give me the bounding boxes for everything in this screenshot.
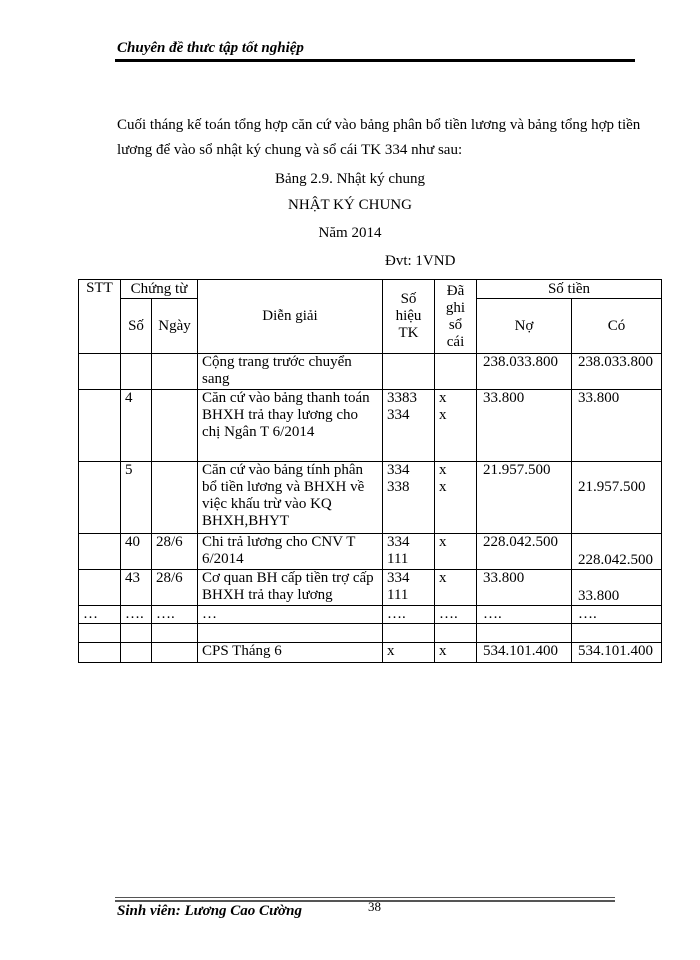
tk-line: 334 [387, 462, 410, 478]
ghi-line: x [439, 570, 447, 586]
cell-ghi: x [435, 643, 477, 663]
tk-line: 338 [387, 479, 410, 495]
cell-dien-giai: Căn cứ vào bảng thanh toán BHXH trả thay lương cho chị Ngân T 6/2014 [198, 390, 383, 462]
cell-no: 238.033.800 [477, 354, 572, 390]
header-stt: STT [79, 280, 121, 354]
footer-rule [115, 900, 615, 902]
cell-co: 238.033.800 [572, 354, 662, 390]
table-row [79, 606, 662, 624]
cell-ngay [152, 390, 198, 462]
ghi-line: x [439, 462, 447, 478]
header-so-tien: Số tiền [477, 280, 662, 299]
cell-tk [383, 606, 435, 624]
cell-dien-giai: … [198, 606, 383, 624]
cell-ghi [435, 570, 477, 606]
tk-line: 334 [387, 407, 410, 423]
cell-no: 228.042.500 [477, 534, 572, 570]
ghi-line: x [439, 390, 447, 406]
header-so: Số [121, 299, 152, 354]
ghi-line: …. [439, 606, 458, 622]
cell-stt [79, 354, 121, 390]
cell-co [572, 624, 662, 643]
table-row [79, 354, 662, 390]
cell-tk: x [383, 643, 435, 663]
cell-no: 534.101.400 [477, 643, 572, 663]
cell-no: 33.800 [477, 570, 572, 606]
tk-line: 334 [387, 570, 410, 586]
cell-co: 534.101.400 [572, 643, 662, 663]
cell-so [121, 643, 152, 663]
tk-line: 111 [387, 551, 409, 567]
table-year: Năm 2014 [318, 225, 382, 241]
table-caption: Bảng 2.9. Nhật ký chung [275, 171, 425, 187]
cell-co: 33.800 [572, 570, 662, 606]
cell-no: 21.957.500 [477, 462, 572, 534]
cell-no: …. [477, 606, 572, 624]
cell-so: 43 [121, 570, 152, 606]
cell-stt [79, 462, 121, 534]
table-row [79, 390, 662, 462]
table-row [79, 643, 662, 663]
journal-table [78, 279, 662, 663]
cell-dien-giai: Chi trả lương cho CNV T 6/2014 [198, 534, 383, 570]
cell-ghi [435, 606, 477, 624]
ghi-line: x [439, 407, 447, 423]
cell-stt [79, 534, 121, 570]
cell-stt: … [79, 606, 121, 624]
cell-tk [383, 462, 435, 534]
cell-so [121, 624, 152, 643]
tk-line: …. [387, 606, 406, 622]
cell-ngay [152, 462, 198, 534]
table-row [79, 462, 662, 534]
cell-no [477, 624, 572, 643]
unit-label: Đvt: 1VND [385, 253, 456, 269]
ghi-line: x [439, 479, 447, 495]
header-ngay: Ngày [152, 299, 198, 354]
cell-ngay: 28/6 [152, 534, 198, 570]
tk-line: 3383 [387, 390, 417, 406]
header-dien-giai: Diễn giải [198, 280, 383, 354]
cell-co: …. [572, 606, 662, 624]
cell-co: 228.042.500 [572, 534, 662, 570]
cell-co: 33.800 [572, 390, 662, 462]
cell-tk [383, 570, 435, 606]
cell-dien-giai: Cơ quan BH cấp tiền trợ cấp BHXH trả thay lương [198, 570, 383, 606]
cell-so: 5 [121, 462, 152, 534]
cell-so: 40 [121, 534, 152, 570]
cell-tk [383, 390, 435, 462]
cell-ghi [435, 624, 477, 643]
cell-dien-giai: CPS Tháng 6 [198, 643, 383, 663]
cell-ngay: 28/6 [152, 570, 198, 606]
cell-stt [79, 570, 121, 606]
cell-dien-giai [198, 624, 383, 643]
table-row [79, 624, 662, 643]
cell-so: 4 [121, 390, 152, 462]
cell-ghi [435, 390, 477, 462]
cell-dien-giai: Cộng trang trước chuyển sang [198, 354, 383, 390]
cell-no: 33.800 [477, 390, 572, 462]
cell-co: 21.957.500 [572, 462, 662, 534]
cell-ghi [435, 462, 477, 534]
header-rule [115, 59, 635, 62]
cell-ngay [152, 354, 198, 390]
table-title: NHẬT KÝ CHUNG [288, 197, 412, 213]
cell-ghi [435, 354, 477, 390]
intro-paragraph: Cuối tháng kế toán tổng hợp căn cứ vào bảng phân bổ tiền lương và bảng tổng hợp tiền lương để vào sổ nhật ký chung và sổ cái TK 334 như sau: [117, 117, 641, 158]
table-row [79, 570, 662, 606]
footer-rule [115, 897, 615, 898]
document-header: Chuyên đề thưc tập tốt nghiệp [117, 40, 304, 56]
header-co: Có [572, 299, 662, 354]
cell-tk [383, 354, 435, 390]
page-number: 38 [368, 899, 381, 914]
footer-author: Sinh viên: Lương Cao Cường [117, 903, 302, 919]
cell-ngay [152, 643, 198, 663]
cell-dien-giai: Căn cứ vào bảng tính phân bổ tiền lương và BHXH về việc khấu trừ vào KQ BHXH,BHYT [198, 462, 383, 534]
ghi-line: x [439, 534, 447, 550]
cell-so [121, 354, 152, 390]
header-so-hieu-tk: Số hiệu TK [383, 280, 435, 354]
tk-line: 334 [387, 534, 410, 550]
cell-tk [383, 534, 435, 570]
cell-stt [79, 390, 121, 462]
header-da-ghi-so-cai: Đã ghi sổ cái [435, 280, 477, 354]
tk-line: 111 [387, 587, 409, 603]
cell-tk [383, 624, 435, 643]
header-no: Nợ [477, 299, 572, 354]
header-chung-tu: Chứng từ [121, 280, 198, 299]
cell-stt [79, 643, 121, 663]
cell-ghi [435, 534, 477, 570]
cell-ngay: …. [152, 606, 198, 624]
cell-stt [79, 624, 121, 643]
cell-so: …. [121, 606, 152, 624]
cell-ngay [152, 624, 198, 643]
table-row [79, 534, 662, 570]
